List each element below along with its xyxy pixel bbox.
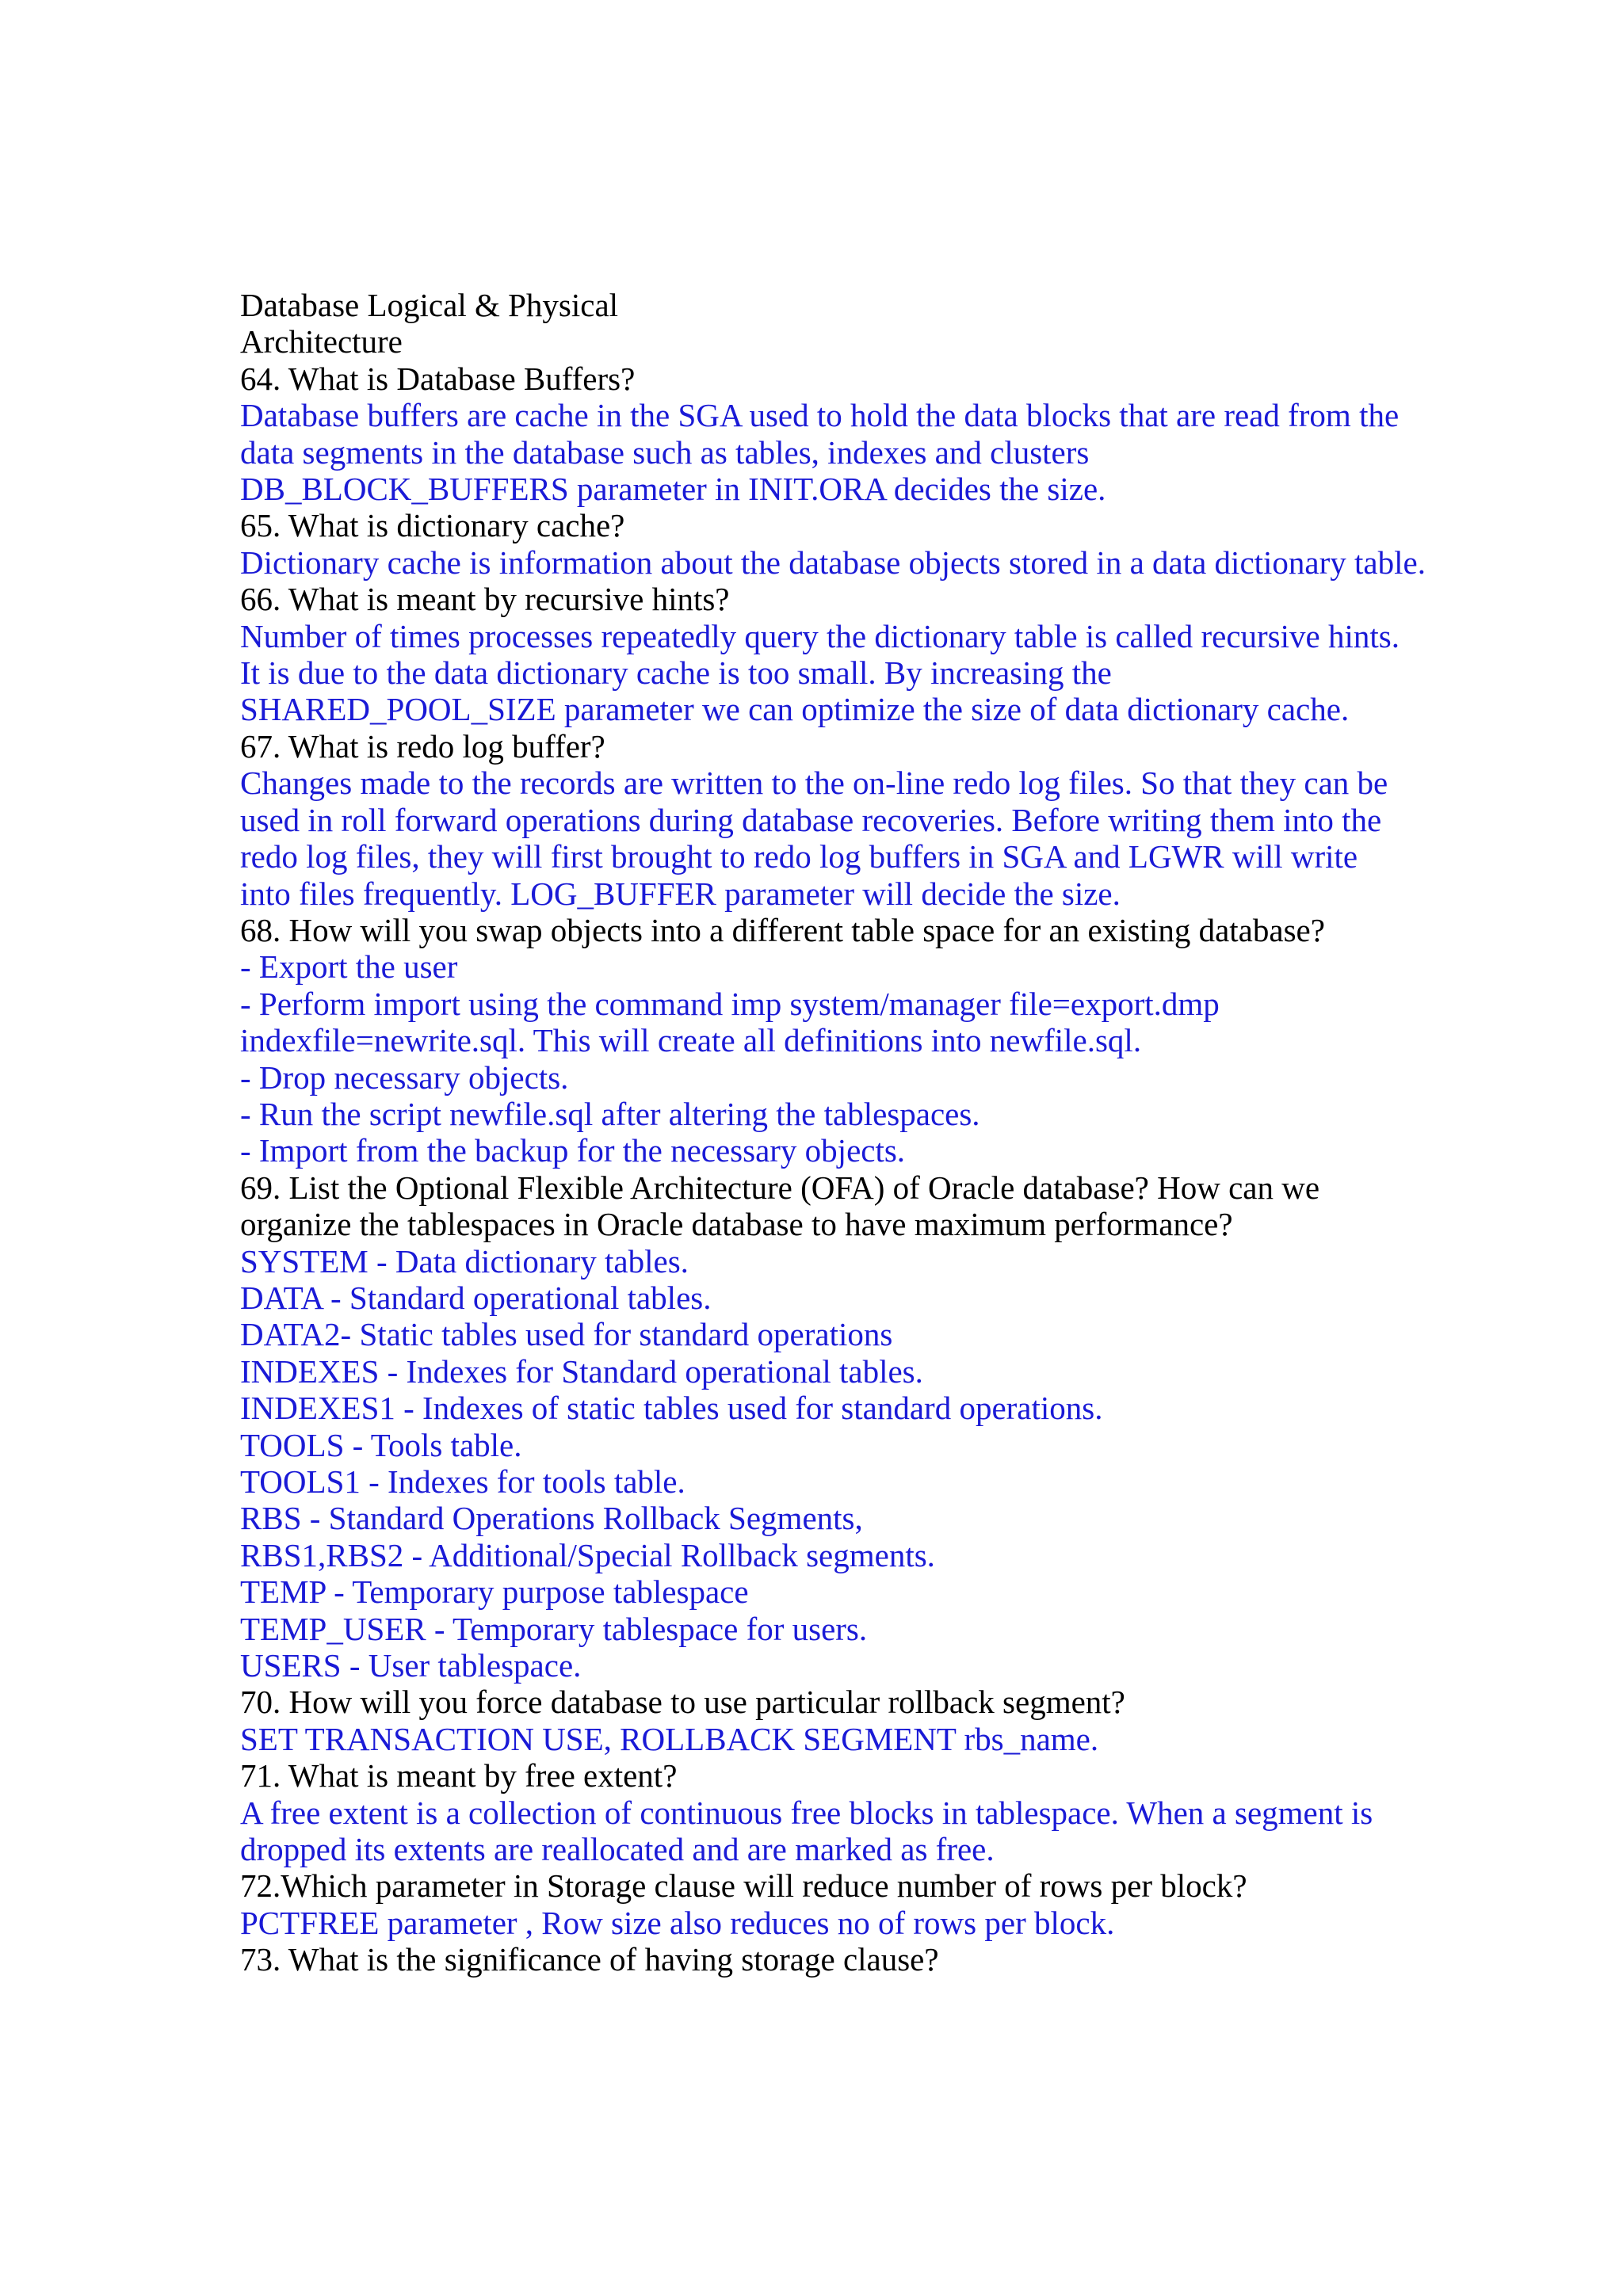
answer-line: INDEXES - Indexes for Standard operational tables. (240, 1352, 923, 1390)
answer-line: into files frequently. LOG_BUFFER parameter will decide the size. (240, 875, 1121, 912)
answer-line: indexfile=newrite.sql. This will create all definitions into newfile.sql. (240, 1022, 1142, 1059)
answer-line: - Run the script newfile.sql after altering the tablespaces. (240, 1095, 980, 1132)
answer-line: Changes made to the records are written to the on-line redo log files. So that they can be (240, 765, 1388, 802)
question-69-cont: organize the tablespaces in Oracle database to have maximum performance? (240, 1206, 1233, 1243)
answer-line: TOOLS1 - Indexes for tools table. (240, 1463, 685, 1500)
answer-line: TOOLS - Tools table. (240, 1426, 522, 1463)
answer-line: used in roll forward operations during database recoveries. Before writing them into the (240, 801, 1382, 838)
question-65: 65. What is dictionary cache? (240, 507, 625, 544)
answer-line: Number of times processes repeatedly query the dictionary table is called recursive hints. (240, 617, 1400, 654)
answer-line: DB_BLOCK_BUFFERS parameter in INIT.ORA decides the size. (240, 471, 1106, 508)
answer-line: PCTFREE parameter , Row size also reduces no of rows per block. (240, 1904, 1115, 1941)
answer-line: SHARED_POOL_SIZE parameter we can optimize the size of data dictionary cache. (240, 691, 1350, 728)
answer-line: SYSTEM - Data dictionary tables. (240, 1242, 689, 1280)
question-66: 66. What is meant by recursive hints? (240, 581, 730, 618)
answer-line: It is due to the data dictionary cache is too small. By increasing the (240, 654, 1112, 692)
answer-line: RBS - Standard Operations Rollback Segments, (240, 1500, 863, 1537)
question-70: 70. How will you force database to use particular rollback segment? (240, 1684, 1125, 1721)
answer-line: DATA - Standard operational tables. (240, 1279, 712, 1316)
answer-line: - Import from the backup for the necessary objects. (240, 1132, 906, 1169)
answer-line: Dictionary cache is information about the database objects stored in a data dictionary table. (240, 543, 1426, 581)
answer-line: DATA2- Static tables used for standard operations (240, 1316, 893, 1353)
question-67: 67. What is redo log buffer? (240, 727, 605, 765)
section-title-line: Architecture (240, 323, 403, 360)
answer-line: Database buffers are cache in the SGA used to hold the data blocks that are read from the (240, 397, 1400, 434)
question-69: 69. List the Optional Flexible Architecture (OFA) of Oracle database? How can we (240, 1169, 1320, 1206)
section-title-line: Database Logical & Physical (240, 287, 619, 323)
answer-line: TEMP - Temporary purpose tablespace (240, 1573, 749, 1611)
answer-line: - Export the user (240, 948, 458, 986)
answer-line: A free extent is a collection of continuous free blocks in tablespace. When a segment is (240, 1794, 1373, 1831)
question-68: 68. How will you swap objects into a different table space for an existing database? (240, 911, 1325, 948)
answer-line: - Drop necessary objects. (240, 1058, 569, 1096)
document-body (240, 287, 1587, 1978)
answer-line: SET TRANSACTION USE, ROLLBACK SEGMENT rbs_name. (240, 1720, 1099, 1757)
answer-line: - Perform import using the command imp system/manager file=export.dmp (240, 985, 1220, 1022)
answer-line: RBS1,RBS2 - Additional/Special Rollback segments. (240, 1536, 935, 1573)
answer-line: TEMP_USER - Temporary tablespace for users. (240, 1610, 868, 1647)
answer-line: data segments in the database such as tables, indexes and clusters (240, 433, 1090, 471)
answer-line: USERS - User tablespace. (240, 1647, 582, 1684)
question-71: 71. What is meant by free extent? (240, 1757, 678, 1794)
question-73: 73. What is the significance of having storage clause? (240, 1941, 939, 1978)
question-72: 72.Which parameter in Storage clause will reduce number of rows per block? (240, 1867, 1247, 1905)
question-64: 64. What is Database Buffers? (240, 360, 636, 397)
answer-line: redo log files, they will first brought to redo log buffers in SGA and LGWR will write (240, 838, 1358, 875)
answer-line: dropped its extents are reallocated and are marked as free. (240, 1831, 995, 1868)
answer-line: INDEXES1 - Indexes of static tables used for standard operations. (240, 1390, 1103, 1427)
